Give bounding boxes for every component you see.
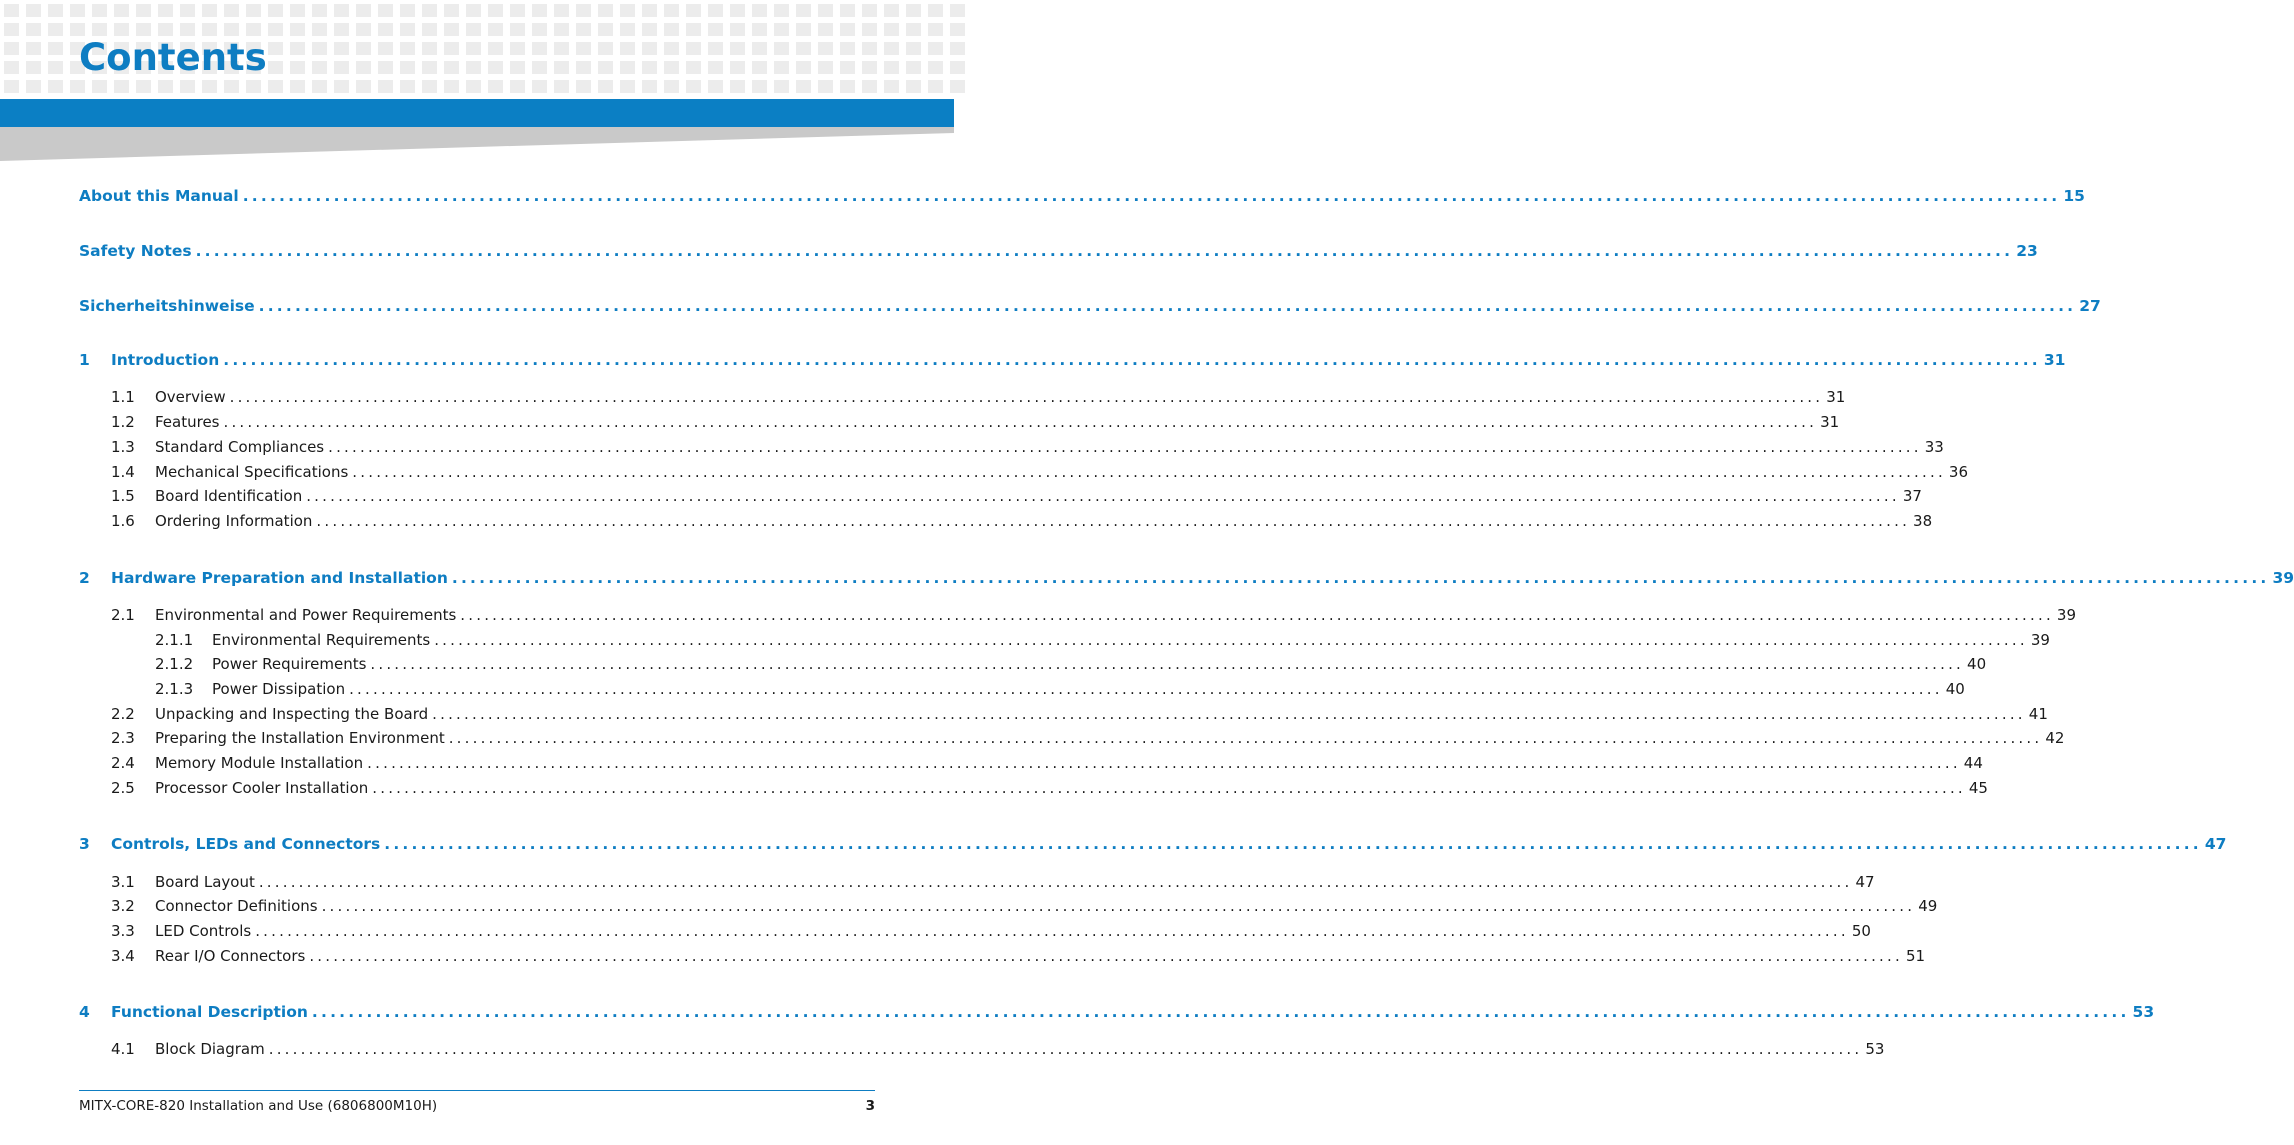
toc-entry-section[interactable] (0, 605, 2077, 625)
toc-entry-label: Controls, LEDs and Connectors (111, 834, 384, 854)
toc-leader-dots: ........................................................................................................................................................................................................ (384, 835, 2202, 853)
toc-entry-number: 1.4 (111, 463, 135, 481)
toc-leader-dots: ........................................................................................................................................................................................................ (352, 463, 1946, 481)
toc-entry-page: 40 (1964, 654, 1986, 674)
toc-entry-number: 1.2 (111, 413, 135, 431)
toc-entry-page: 39 (2270, 568, 2294, 588)
toc-entry-label: Memory Module Installation (155, 753, 367, 773)
toc-entry-page: 38 (1910, 511, 1932, 531)
toc-entry-page: 36 (1946, 462, 1968, 482)
toc-entry-label: Power Requirements (212, 654, 370, 674)
toc-entry-number: 2.4 (111, 754, 135, 772)
toc-entry-subsection[interactable] (0, 654, 1987, 674)
toc-entry-number: 2.2 (111, 705, 135, 723)
header-blue-band (0, 99, 954, 127)
toc-entry-section[interactable] (0, 704, 2048, 724)
toc-entry-label: Environmental and Power Requirements (155, 605, 460, 625)
toc-entry-section[interactable] (0, 921, 1871, 941)
toc-leader-dots: ........................................................................................................................................................................................................ (321, 897, 1916, 915)
toc-entry-label: Features (155, 412, 224, 432)
toc-entry-label: Board Layout (155, 872, 259, 892)
toc-entry-chapter[interactable] (0, 296, 2101, 316)
toc-entry-section[interactable] (0, 511, 1933, 531)
toc-leader-dots: ........................................................................................................................................................................................................ (229, 388, 1824, 406)
toc-entry-section[interactable] (0, 1039, 1885, 1059)
toc-entry-chapter[interactable] (0, 186, 2085, 206)
toc-entry-label: Unpacking and Inspecting the Board (155, 704, 432, 724)
toc-leader-dots: ........................................................................................................................................................................................................ (432, 705, 2026, 723)
toc-entry-label: Power Dissipation (212, 679, 349, 699)
toc-entry-chapter[interactable] (0, 834, 2227, 854)
toc-entry-number: 2.1.1 (155, 631, 194, 649)
toc-entry-number: 4 (79, 1003, 90, 1021)
toc-leader-dots: ........................................................................................................................................................................................................ (451, 569, 2270, 587)
toc-entry-page: 39 (2054, 605, 2076, 625)
toc-entry-number: 2.3 (111, 729, 135, 747)
toc-entry-label: Hardware Preparation and Installation (111, 568, 452, 588)
toc-entry-page: 47 (1852, 872, 1874, 892)
toc-entry-label: Processor Cooler Installation (155, 778, 372, 798)
toc-entry-number: 3 (79, 835, 90, 853)
toc-entry-label: Mechanical Specifications (155, 462, 352, 482)
toc-entry-subsection[interactable] (0, 630, 2050, 650)
toc-entry-subsection[interactable] (0, 679, 1965, 699)
toc-entry-chapter[interactable] (0, 1002, 2155, 1022)
toc-entry-page: 41 (2026, 704, 2048, 724)
toc-leader-dots: ........................................................................................................................................................................................................ (255, 922, 1849, 940)
toc-entry-number: 3.1 (111, 873, 135, 891)
toc-entry-number: 1.3 (111, 438, 135, 456)
toc-leader-dots: ........................................................................................................................................................................................................ (316, 512, 1911, 530)
toc-entry-label: Block Diagram (155, 1039, 269, 1059)
toc-entry-label: Overview (155, 387, 230, 407)
toc-entry-number: 4.1 (111, 1040, 135, 1058)
toc-entry-number: 3.3 (111, 922, 135, 940)
toc-entry-page: 42 (2042, 728, 2064, 748)
toc-entry-section[interactable] (0, 872, 1875, 892)
toc-entry-section[interactable] (0, 412, 1840, 432)
toc-entry-label: Rear I/O Connectors (155, 946, 309, 966)
toc-leader-dots: ........................................................................................................................................................................................................ (223, 351, 2041, 369)
toc-entry-page: 50 (1849, 921, 1871, 941)
toc-entry-section[interactable] (0, 486, 1922, 506)
toc-entry-section[interactable] (0, 753, 1983, 773)
toc-entry-label: Preparing the Installation Environment (155, 728, 449, 748)
toc-leader-dots: ........................................................................................................................................................................................................ (258, 297, 2077, 315)
toc-leader-dots: ........................................................................................................................................................................................................ (242, 187, 2061, 205)
toc-entry-section[interactable] (0, 437, 1944, 457)
header-grey-wedge (0, 127, 954, 163)
toc-entry-number: 1.5 (111, 487, 135, 505)
footer-rule (79, 1090, 875, 1091)
toc-entry-page: 49 (1915, 896, 1937, 916)
toc-leader-dots: ........................................................................................................................................................................................................ (434, 631, 2028, 649)
toc-entry-page: 27 (2076, 296, 2101, 316)
toc-leader-dots: ........................................................................................................................................................................................................ (349, 680, 1943, 698)
toc-entry-label: Ordering Information (155, 511, 316, 531)
toc-entry-page: 51 (1903, 946, 1925, 966)
toc-entry-page: 44 (1961, 753, 1983, 773)
toc-entry-page: 31 (2041, 350, 2066, 370)
toc-entry-page: 47 (2202, 834, 2227, 854)
toc-entry-number: 2.1.2 (155, 655, 194, 673)
toc-leader-dots: ........................................................................................................................................................................................................ (258, 873, 1853, 891)
toc-entry-number: 2 (79, 569, 90, 587)
toc-leader-dots: ........................................................................................................................................................................................................ (448, 729, 2043, 747)
toc-entry-number: 3.4 (111, 947, 135, 965)
toc-entry-label: Standard Compliances (155, 437, 328, 457)
toc-entry-chapter[interactable] (0, 350, 2066, 370)
toc-entry-label: Environmental Requirements (212, 630, 434, 650)
toc-leader-dots: ........................................................................................................................................................................................................ (306, 487, 1900, 505)
footer-document-title: MITX-CORE-820 Installation and Use (6806800M10H) (79, 1098, 438, 1114)
toc-entry-page: 45 (1966, 778, 1988, 798)
toc-entry-page: 53 (1862, 1039, 1884, 1059)
toc-entry-section[interactable] (0, 387, 1846, 407)
toc-leader-dots: ........................................................................................................................................................................................................ (372, 779, 1966, 797)
toc-entry-number: 3.2 (111, 897, 135, 915)
toc-leader-dots: ........................................................................................................................................................................................................ (309, 947, 1903, 965)
toc-entry-section[interactable] (0, 728, 2065, 748)
toc-leader-dots: ........................................................................................................................................................................................................ (311, 1003, 2130, 1021)
toc-entry-page: 40 (1943, 679, 1965, 699)
toc-entry-page: 33 (1922, 437, 1944, 457)
toc-entry-number: 2.1 (111, 606, 135, 624)
toc-leader-dots: ........................................................................................................................................................................................................ (460, 606, 2054, 624)
toc-entry-page: 15 (2060, 186, 2085, 206)
toc-entry-label: Functional Description (111, 1002, 312, 1022)
toc-leader-dots: ........................................................................................................................................................................................................ (328, 438, 1922, 456)
toc-entry-section[interactable] (0, 896, 1938, 916)
toc-entry-section[interactable] (0, 462, 1969, 482)
toc-entry-label: Safety Notes (79, 241, 196, 261)
toc-entry-number: 2.1.3 (155, 680, 194, 698)
toc-entry-label: Board Identification (155, 486, 306, 506)
toc-entry-number: 1.6 (111, 512, 135, 530)
toc-entry-page: 31 (1817, 412, 1839, 432)
toc-entry-label: LED Controls (155, 921, 255, 941)
toc-leader-dots: ........................................................................................................................................................................................................ (367, 754, 1961, 772)
toc-entry-label: Sicherheitshinweise (79, 296, 259, 316)
toc-entry-number: 2.5 (111, 779, 135, 797)
toc-entry-number: 1 (79, 351, 90, 369)
toc-entry-label: About this Manual (79, 186, 243, 206)
toc-leader-dots: ........................................................................................................................................................................................................ (195, 242, 2014, 260)
toc-leader-dots: ........................................................................................................................................................................................................ (370, 655, 1965, 673)
toc-entry-number: 1.1 (111, 388, 135, 406)
toc-entry-page: 39 (2028, 630, 2050, 650)
toc-entry-label: Introduction (111, 350, 223, 370)
toc-entry-label: Connector Definitions (155, 896, 322, 916)
toc-entry-chapter[interactable] (0, 568, 2294, 588)
toc-leader-dots: ........................................................................................................................................................................................................ (223, 413, 1818, 431)
toc-entry-page: 37 (1900, 486, 1922, 506)
toc-entry-page: 53 (2130, 1002, 2155, 1022)
toc-leader-dots: ........................................................................................................................................................................................................ (268, 1040, 1863, 1058)
toc-entry-page: 23 (2013, 241, 2038, 261)
page-title: Contents (79, 36, 267, 79)
toc-entry-chapter[interactable] (0, 241, 2038, 261)
toc-entry-section[interactable] (0, 778, 1988, 798)
toc-entry-section[interactable] (0, 946, 1926, 966)
toc-entry-page: 31 (1823, 387, 1845, 407)
footer-page-number: 3 (865, 1098, 875, 1114)
